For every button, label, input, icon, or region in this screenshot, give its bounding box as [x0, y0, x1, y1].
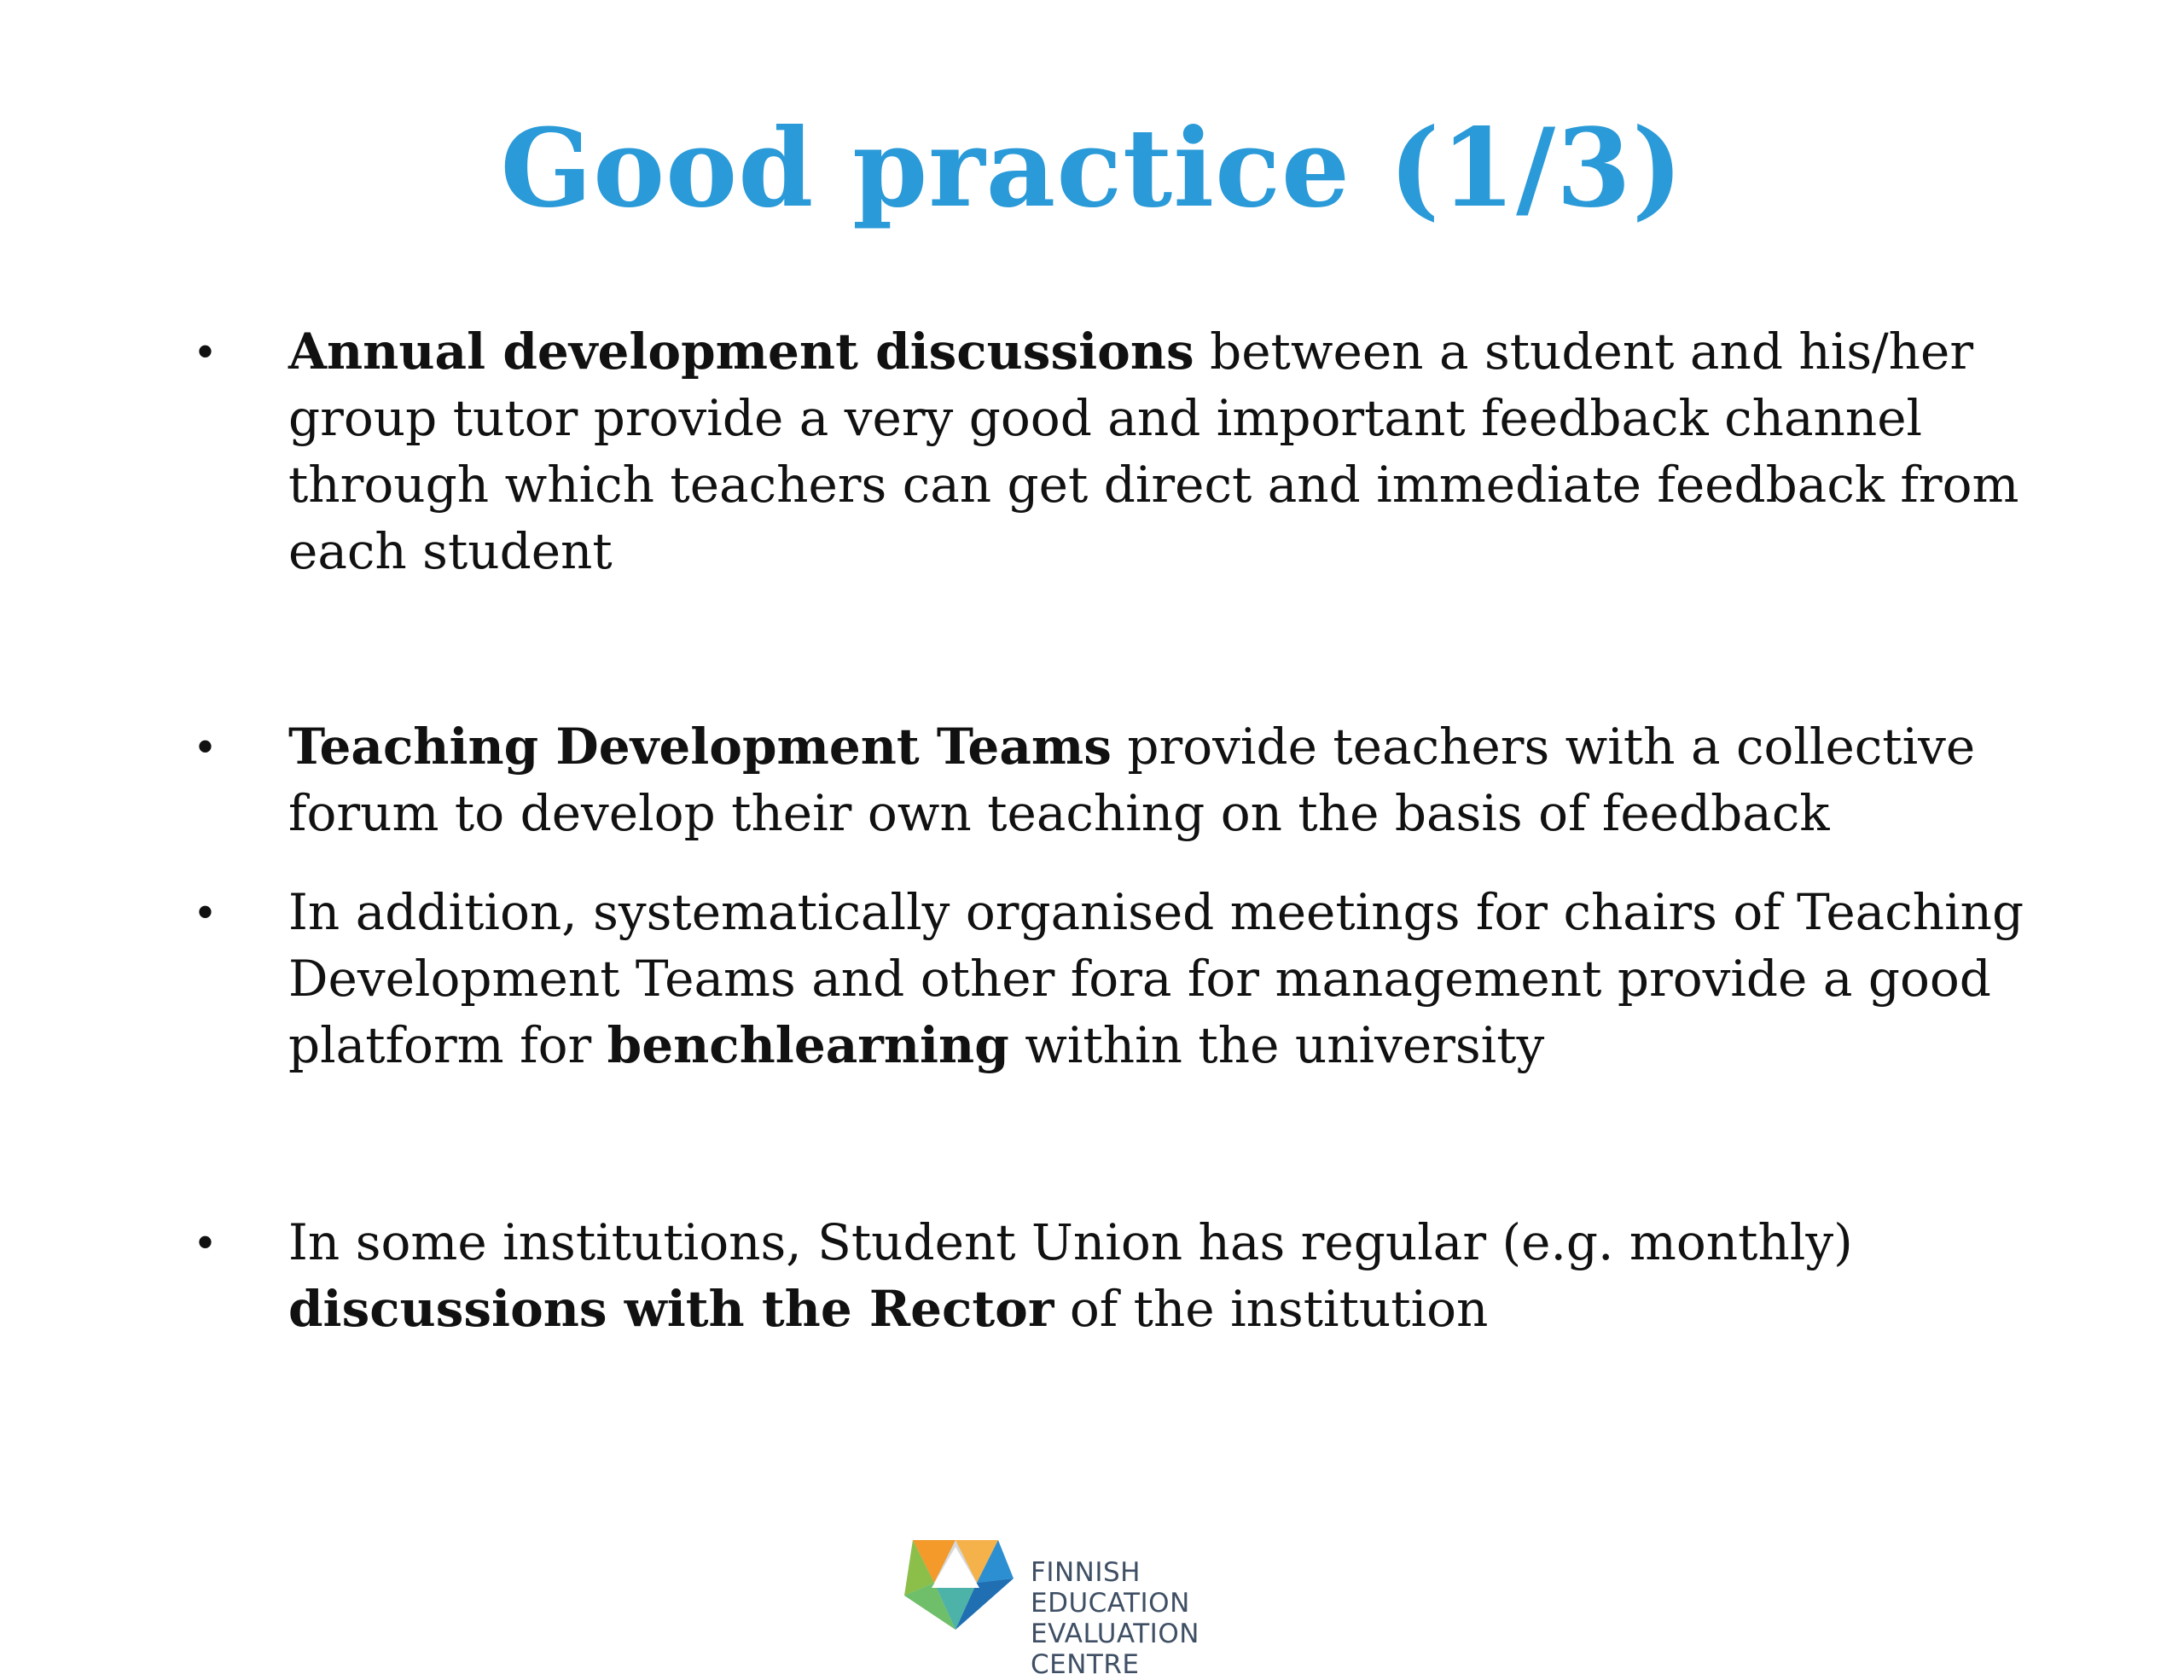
logo-line-1: FINNISH EDUCATION	[1031, 1557, 1190, 1619]
bullet-text	[288, 713, 2080, 846]
bullet-marker: •	[196, 884, 215, 940]
slide-title: Good practice (1/3)	[500, 105, 1684, 231]
bullet-body-text: of the institution	[1054, 1280, 1489, 1338]
bullet-bold-text: Annual development discussions	[288, 323, 1194, 381]
bullet-body-text: In addition, systematically organised meetings for chairs of Teaching Development Teams and other fora for management provide a good platform for	[288, 883, 2024, 1074]
logo-icon	[896, 1532, 1015, 1638]
bullet-marker: •	[196, 1214, 215, 1270]
bullet-marker: •	[196, 718, 215, 775]
bullet-bold-text: discussions with the Rector	[288, 1280, 1054, 1338]
bullet-body-text: In some institutions, Student Union has regular (e.g. monthly)	[288, 1213, 1853, 1271]
organization-logo	[896, 1532, 1305, 1680]
bullet-text	[288, 318, 2080, 584]
bullet-body-text: provide teachers with a collective forum to develop their own teaching on the basis of feedback	[288, 718, 1976, 842]
bullet-marker: •	[196, 323, 215, 380]
bullet-body-text: between a student and his/her group tutor provide a very good and important feedback channel through which teachers can get direct and immediate feedback from each student	[288, 323, 2019, 580]
logo-text	[1031, 1557, 1305, 1680]
bullet-text	[288, 879, 2080, 1078]
bullet-bold-text: benchlearning	[607, 1016, 1009, 1074]
logo-line-2: EVALUATION CENTRE	[1031, 1619, 1199, 1680]
bullet-body-text: within the university	[1008, 1016, 1545, 1074]
bullet-bold-text: Teaching Development Teams	[288, 718, 1112, 776]
bullet-text	[288, 1209, 2080, 1342]
